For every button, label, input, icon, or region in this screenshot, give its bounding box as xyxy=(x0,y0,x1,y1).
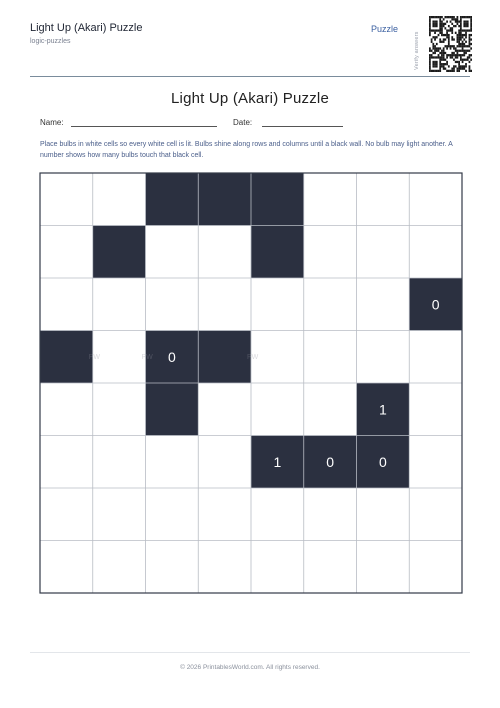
instructions: Place bulbs in white cells so every white cell is lit. Bulbs shine along rows and columns until a black wall. No bulb may light another. A number shows how many bulbs touch that black cell. xyxy=(40,141,453,159)
wall-clue-number: 0 xyxy=(431,296,440,313)
white-cell[interactable] xyxy=(304,488,357,541)
watermark-mark: PW xyxy=(88,353,101,361)
white-cell[interactable] xyxy=(409,488,462,541)
white-cell[interactable] xyxy=(40,436,93,489)
white-cell[interactable] xyxy=(198,541,251,594)
wall-cell xyxy=(146,173,199,226)
white-cell[interactable] xyxy=(304,383,357,436)
white-cell[interactable] xyxy=(146,541,199,594)
white-cell[interactable] xyxy=(93,488,146,541)
wall-cell xyxy=(198,173,251,226)
name-label: Name: xyxy=(40,118,64,127)
wall-cell xyxy=(146,383,199,436)
white-cell[interactable] xyxy=(40,173,93,226)
verify-answers-label: Verify answers xyxy=(414,31,420,70)
white-cell[interactable] xyxy=(409,173,462,226)
white-cell[interactable] xyxy=(357,488,410,541)
wall-cell xyxy=(198,331,251,384)
footer-copyright: © 2026 PrintablesWorld.com. All rights reserved. xyxy=(180,664,320,671)
white-cell[interactable] xyxy=(409,383,462,436)
wall-clue-number: 0 xyxy=(378,453,387,470)
white-cell[interactable] xyxy=(93,383,146,436)
white-cell[interactable] xyxy=(146,278,199,331)
white-cell[interactable] xyxy=(304,331,357,384)
white-cell[interactable] xyxy=(146,226,199,279)
white-cell[interactable] xyxy=(40,541,93,594)
white-cell[interactable] xyxy=(40,383,93,436)
white-cell[interactable] xyxy=(40,488,93,541)
footer-divider xyxy=(30,652,470,653)
white-cell[interactable] xyxy=(40,226,93,279)
white-cell[interactable] xyxy=(357,226,410,279)
white-cell[interactable] xyxy=(357,278,410,331)
white-cell[interactable] xyxy=(146,436,199,489)
white-cell[interactable] xyxy=(251,383,304,436)
page-title: Light Up (Akari) Puzzle xyxy=(171,90,329,107)
watermark-mark: PW xyxy=(141,353,153,361)
wall-cell xyxy=(40,331,93,384)
white-cell[interactable] xyxy=(198,226,251,279)
white-cell[interactable] xyxy=(198,383,251,436)
wall-cell xyxy=(251,226,304,279)
white-cell[interactable] xyxy=(357,173,410,226)
white-cell[interactable] xyxy=(93,436,146,489)
white-cell[interactable] xyxy=(93,541,146,594)
header-subtitle: logic-puzzles xyxy=(30,38,71,45)
white-cell[interactable] xyxy=(304,173,357,226)
white-cell[interactable] xyxy=(409,331,462,384)
white-cell[interactable] xyxy=(357,331,410,384)
category-link[interactable]: Puzzle xyxy=(371,24,399,34)
white-cell[interactable] xyxy=(146,488,199,541)
white-cell[interactable] xyxy=(304,541,357,594)
wall-clue-number: 0 xyxy=(167,348,176,365)
watermark-mark: PW xyxy=(247,353,259,361)
wall-cell xyxy=(251,173,304,226)
wall-clue-number: 0 xyxy=(326,453,335,470)
white-cell[interactable] xyxy=(93,173,146,226)
white-cell[interactable] xyxy=(304,226,357,279)
header-title: Light Up (Akari) Puzzle xyxy=(30,22,143,34)
white-cell[interactable] xyxy=(304,278,357,331)
white-cell[interactable] xyxy=(198,488,251,541)
wall-cell xyxy=(93,226,146,279)
white-cell[interactable] xyxy=(409,226,462,279)
white-cell[interactable] xyxy=(251,488,304,541)
white-cell[interactable] xyxy=(357,541,410,594)
white-cell[interactable] xyxy=(198,278,251,331)
wall-clue-number: 1 xyxy=(378,401,387,418)
white-cell[interactable] xyxy=(93,331,146,384)
white-cell[interactable] xyxy=(409,436,462,489)
white-cell[interactable] xyxy=(251,331,304,384)
white-cell[interactable] xyxy=(40,278,93,331)
date-label: Date: xyxy=(233,118,253,127)
white-cell[interactable] xyxy=(251,541,304,594)
white-cell[interactable] xyxy=(198,436,251,489)
white-cell[interactable] xyxy=(93,278,146,331)
wall-clue-number: 1 xyxy=(273,453,282,470)
white-cell[interactable] xyxy=(251,278,304,331)
white-cell[interactable] xyxy=(409,541,462,594)
